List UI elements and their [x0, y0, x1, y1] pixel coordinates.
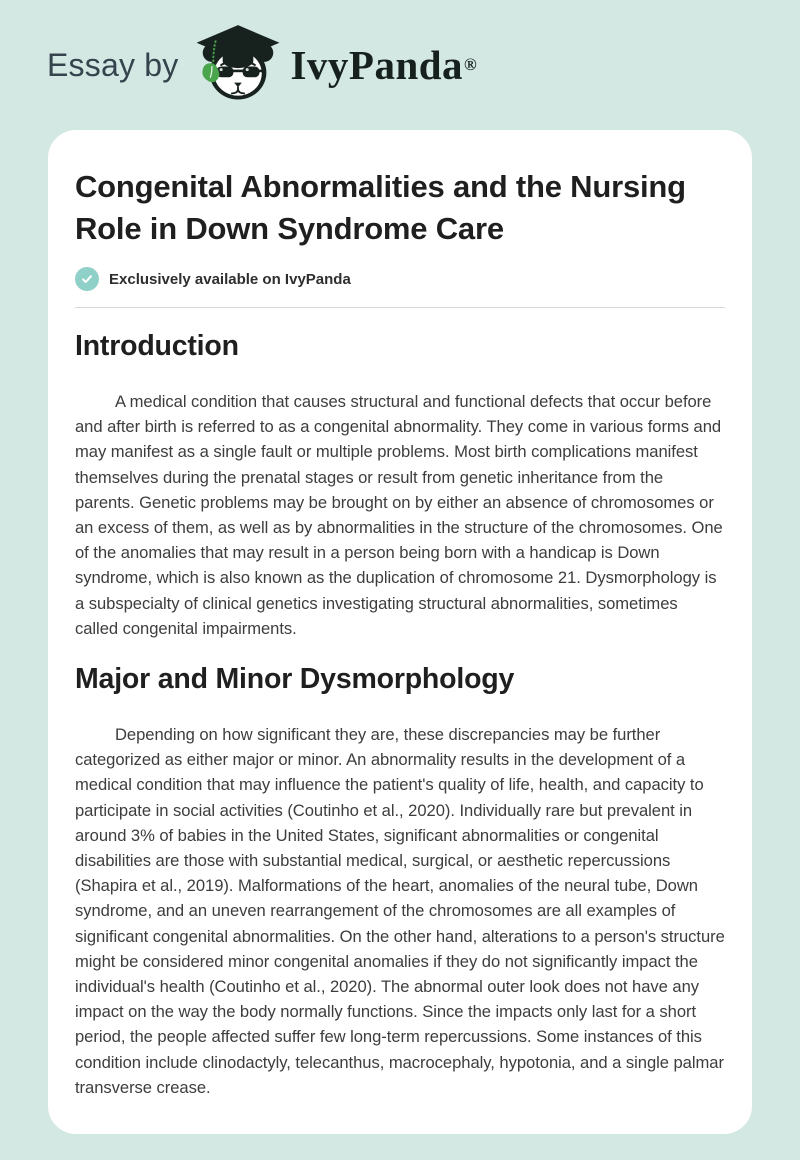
registered-mark: ® — [464, 55, 477, 74]
availability-badge-label: Exclusively available on IvyPanda — [109, 270, 351, 288]
site-header — [0, 0, 800, 130]
section-heading: Introduction — [75, 330, 239, 362]
availability-badge — [75, 267, 725, 291]
section-introduction — [75, 330, 725, 641]
essay-by-label: Essay by — [47, 46, 179, 83]
ivypanda-logo — [192, 21, 476, 109]
panda-graduate-icon — [192, 21, 284, 109]
paragraph: A medical condition that causes structural and functional defects that occur before and after birth is referred to as a congenital abnormality. They come in various forms and may manifest as a single fault or multiple problems. Most birth complications manifest themselves during the prenatal stages or result from genetic inheritance from the parents. Genetic problems may be brought on by either an absence of chromosomes or an excess of them, as well as by abnormalities in the structure of the chromosomes. One of the anomalies that may result in a person being born with a handicap is Down syndrome, which is also known as the duplication of chromosome 21. Dysmorphology is a subspecialty of clinical genetics investigating structural abnormalities, sometimes called congenital impairments. — [75, 392, 723, 638]
section-heading: Major and Minor Dysmorphology — [75, 663, 515, 696]
paragraph: Depending on how significant they are, these discrepancies may be further categorized as either major or minor. An abnormality results in the development of a medical condition that may influence the patient's quality of life, health, and capacity to participate in social activities (Coutinho et al., 2020). Individually rare but prevalent in around 3% of babies in the United States, significant abnormalities or congenital disabilities are those with substantial medical, surgical, or aesthetic repercussions (Shapira et al., 2019). Malformations of the heart, anomalies of the neural tube, Down syndrome, and an uneven rearrangement of the chromosomes are all examples of significant congenital abnormalities. On the other hand, alterations to a person's structure might be considered minor congenital anomalies if they do not significantly impact the individual's health (Coutinho et al., 2020). The abnormal outer look does not have any impact on the way the body normally functions. Since the impacts only last for a short period, the people affected suffer few long-term repercussions. Some instances of this condition include clinodactyly, telecanthus, macrocephaly, hypotonia, and a single palmar transverse crease. — [75, 725, 725, 1097]
page-title: Congenital Abnormalities and the Nursing Role in Down Syndrome Care — [75, 169, 686, 246]
check-icon — [75, 267, 99, 291]
brand-name: IvyPanda — [290, 42, 464, 88]
section-major-minor-dysmorphology — [75, 663, 725, 1100]
essay-card — [48, 130, 752, 1134]
divider — [75, 307, 725, 308]
